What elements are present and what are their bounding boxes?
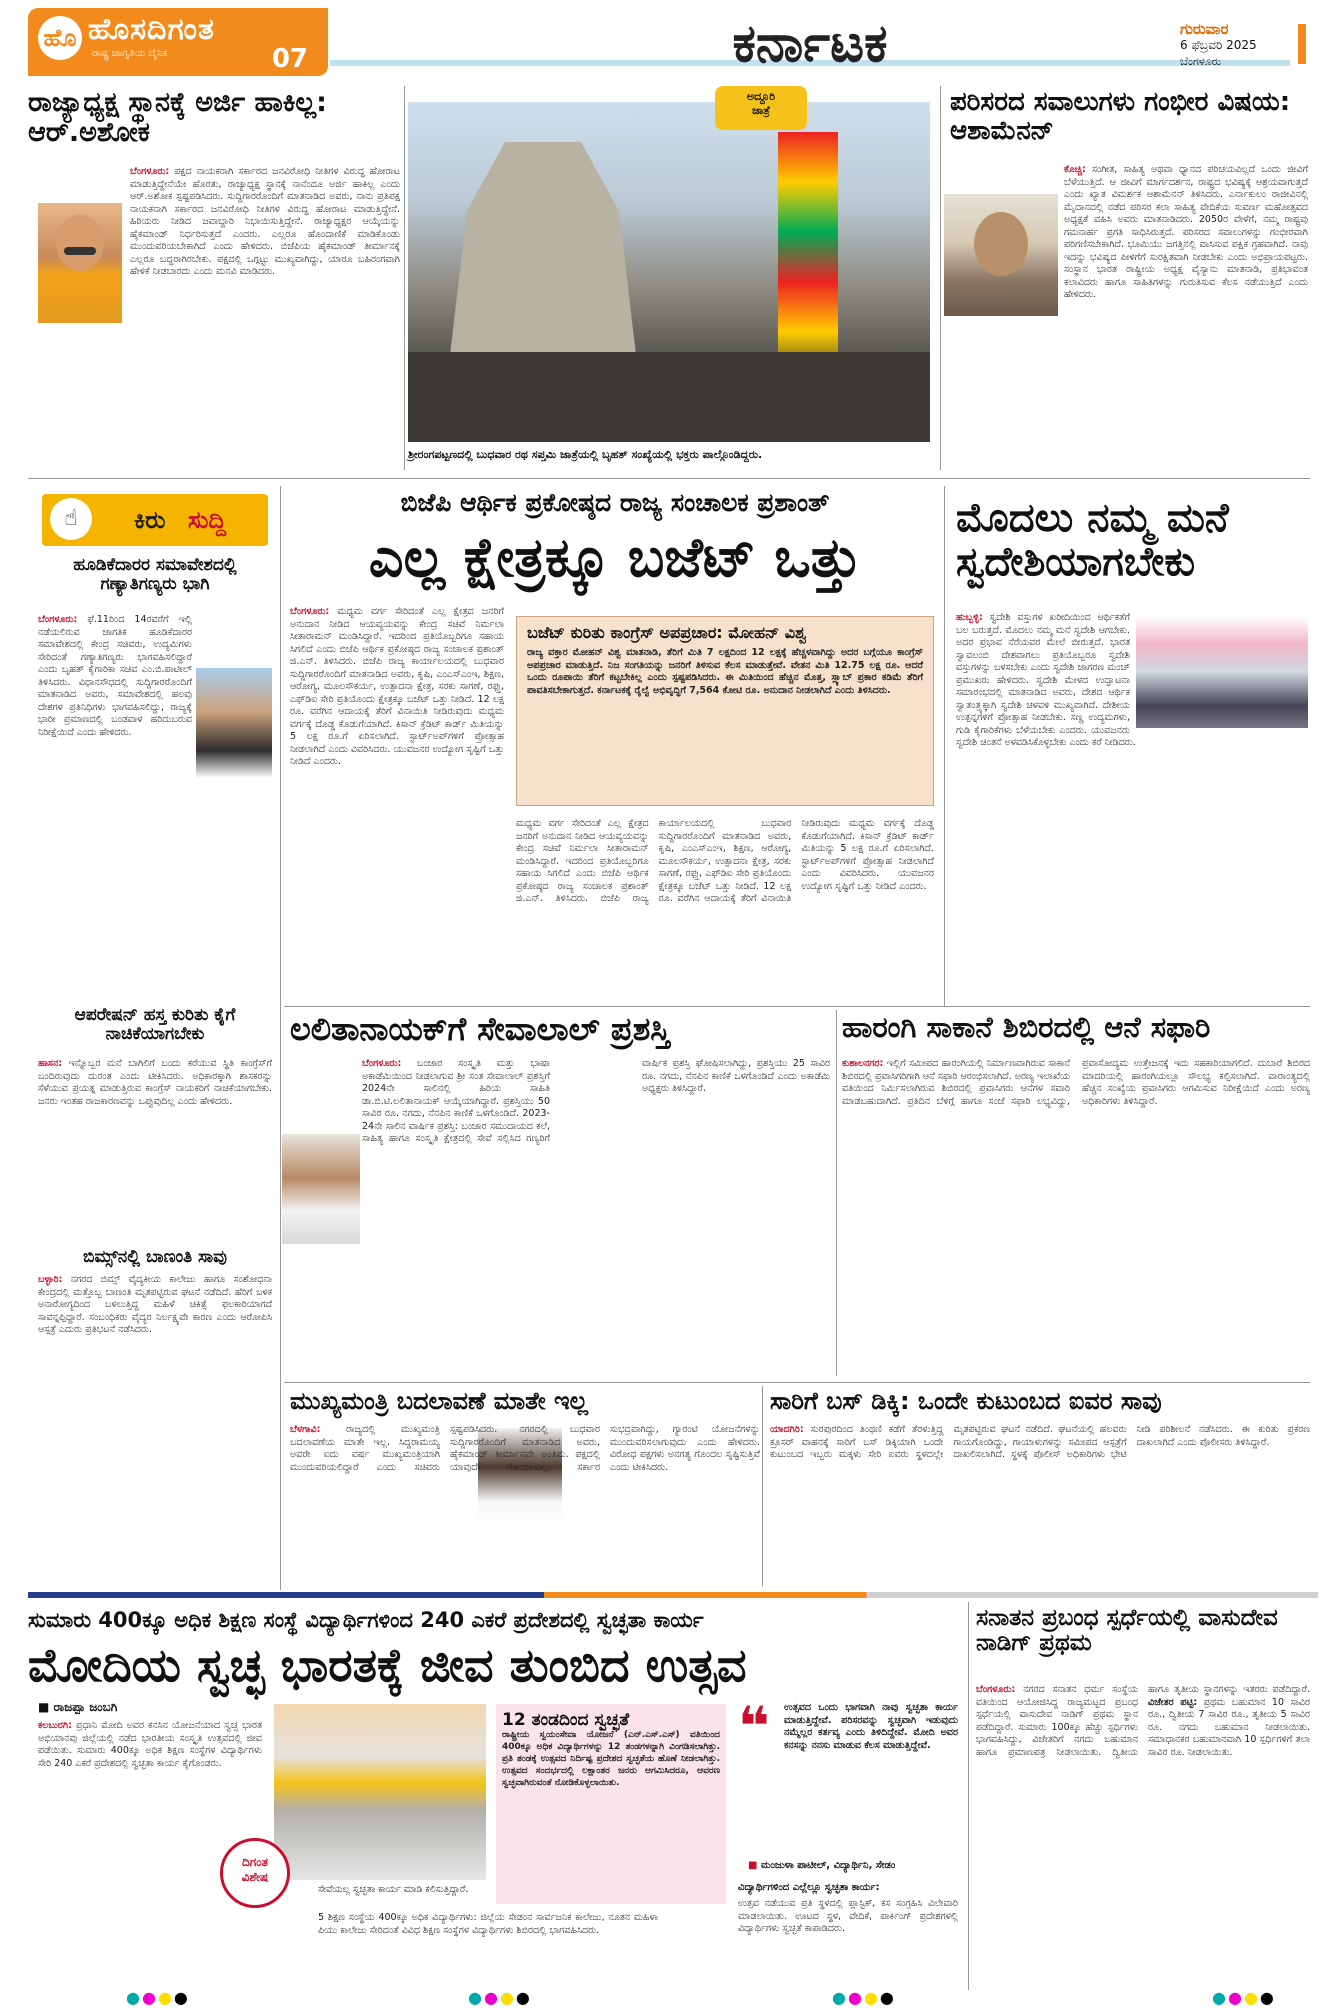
box-body: ರಾಜ್ಯ ವಕ್ತಾರ ಮೋಹನ್ ವಿಶ್ವ ಮಾತನಾಡಿ, ತೆರಿಗೆ ಮಿತಿ 7 ಲಕ್ಷದಿಂದ 12 ಲಕ್ಷಕ್ಕೆ ಹೆಚ್ಚಳವಾಗಿದ್ದು ಅದರ ಬಗ್ಗೆಯೂ ಕಾಂಗ್ರೆಸ್ ಅಪಪ್ರಚಾರ ಮಾಡುತ್ತಿದೆ. ನಿಜ ಸಂಗತಿಯನ್ನು ಜನರಿಗೆ ತಿಳಿಸುವ ಕೆಲಸ ಮಾಡುತ್ತೇವೆ. ವೇತನ ಮಿತಿ 12.75 ಲಕ್ಷ ರೂ. ಆದರೆ ಒಂದು ರೂಪಾಯಿ ತೆರಿಗೆ ಕಟ್ಟಬೇಕಿಲ್ಲ ಎಂದು ಸ್ಪಷ್ಟಪಡಿಸಿದರು. ಈ ಮಿತಿಯಿಂದ ಹೆಚ್ಚಿನ ಮೊತ್ತ, ಸ್ಲ್ಯಾಬ್ ಪ್ರಕಾರ ಕಡಿಮೆ ತೆರಿಗೆ ಪಾವತಿಸಬೇಕಾಗುತ್ತದೆ. ಕರ್ನಾಟಕಕ್ಕೆ ರೈಲ್ವೆ ಅಭಿವೃದ್ಧಿಗೆ 7,564 ಕೋಟಿ ರೂ. ಅನುದಾನ ನೀಡಲಾಗಿದೆ ಎಂದು ತಿಳಿಸಿದರು. bbox=[527, 647, 923, 696]
swachh-headline: ಮೋದಿಯ ಸ್ವಚ್ಛ ಭಾರತಕ್ಕೆ ಜೀವ ತುಂಬಿದ ಉತ್ಸವ bbox=[28, 1638, 747, 1692]
registration-marks: ●●●● bbox=[126, 1988, 190, 2007]
body2: ಉತ್ಸವ ನಡೆಯುವ ಪ್ರತಿ ಸ್ಥಳದಲ್ಲಿ ಪ್ಲಾಸ್ಟಿಕ್, ಕಸ ಸಂಗ್ರಹಿಸಿ ವಿಲೇವಾರಿ ಮಾಡಲಾಯಿತು. ಊಟದ ಸ್ಥಳ, ವೇದಿಕೆ, ಪಾರ್ಕಿಂಗ್ ಪ್ರದೇಶಗಳಲ್ಲಿ ವಿದ್ಯಾರ್ಥಿಗಳು ಸ್ವಚ್ಛತೆ ಕಾಪಾಡಿದರು. bbox=[738, 1898, 958, 1935]
lalitha-headline: ಲಲಿತಾನಾಯಕ್‌ಗೆ ಸೇವಾಲಾಲ್ ಪ್ರಶಸ್ತಿ bbox=[290, 1010, 671, 1048]
budget-headline: ಎಲ್ಲ ಕ್ಷೇತ್ರಕ್ಕೂ ಬಜೆಟ್ ಒತ್ತು bbox=[368, 526, 862, 589]
swachh-kicker: ಸುಮಾರು 400ಕ್ಕೂ ಅಧಿಕ ಶಿಕ್ಷಣ ಸಂಸ್ಥೆ ವಿದ್ಯಾರ್ಥಿಗಳಿಂದ 240 ಎಕರೆ ಪ್ರದೇಶದಲ್ಲಿ ಸ್ವಚ್ಛತಾ ಕಾರ್ಯ bbox=[28, 1608, 704, 1632]
sanatana-body: ಬೆಂಗಳೂರು: ನಗರದ ಸನಾತನ ಧರ್ಮ ಸಂಸ್ಥೆಯ ವತಿಯಿಂದ ಆಯೋಜಿಸಿದ್ದ ರಾಜ್ಯಮಟ್ಟದ ಪ್ರಬಂಧ ಸ್ಪರ್ಧೆಯಲ್ಲಿ ವಾಸುದೇವ ನಾಡಿಗ್ ಪ್ರಥಮ ಸ್ಥಾನ ಪಡೆದಿದ್ದಾರೆ. ಸುಮಾರು 100ಕ್ಕೂ ಹೆಚ್ಚು ಸ್ಪರ್ಧಿಗಳು ಭಾಗವಹಿಸಿದ್ದು, ವಿಜೇತರಿಗೆ ನಗದು ಬಹುಮಾನ ಹಾಗೂ ಪ್ರಮಾಣಪತ್ರ ನೀಡಲಾಯಿತು. ದ್ವಿತೀಯ ಹಾಗೂ ತೃತೀಯ ಸ್ಥಾನಗಳನ್ನು ಇತರರು ಪಡೆದಿದ್ದಾರೆ. ವಿಜೇತರ ಪಟ್ಟಿ: ಪ್ರಥಮ ಬಹುಮಾನ 10 ಸಾವಿರ ರೂ., ದ್ವಿತೀಯ 7 ಸಾವಿರ ರೂ., ತೃತೀಯ 5 ಸಾವಿರ ರೂ. ನಗದು ಬಹುಮಾನ ನೀಡಲಾಯಿತು. ಸಮಾಧಾನಕರ ಬಹುಮಾನವಾಗಿ 10 ಸ್ಪರ್ಧಿಗಳಿಗೆ ತಲಾ ಸಾವಿರ ರೂ. ನೀಡಲಾಯಿತು. bbox=[976, 1684, 1310, 1758]
section-divider bbox=[28, 1592, 1318, 1598]
swachh-body: ಕಲಬುರಗಿ: ಪ್ರಧಾನಿ ಮೋದಿ ಅವರ ಕನಸಿನ ಯೋಜನೆಯಾದ ಸ್ವಚ್ಛ ಭಾರತ ಅಭಿಯಾನವು ಜಿಲ್ಲೆಯಲ್ಲಿ ನಡೆದ ಭಾರತೀಯ ಸಂಸ್ಕೃತಿ ಉತ್ಸವದಲ್ಲಿ ಜೀವ ಪಡೆಯಿತು. ಸುಮಾರು 400ಕ್ಕೂ ಅಧಿಕ ಶಿಕ್ಷಣ ಸಂಸ್ಥೆಗಳ ವಿದ್ಯಾರ್ಥಿಗಳು ಸೇರಿ 240 ಎಕರೆ ಪ್ರದೇಶದಲ್ಲಿ ಸ್ವಚ್ಛತಾ ಕಾರ್ಯ ಕೈಗೊಂಡರು. bbox=[38, 1720, 262, 1769]
harangi-body: ಕುಶಾಲನಗರ: ಇಲ್ಲಿಗೆ ಸಮೀಪದ ಹಾರಂಗಿಯಲ್ಲಿ ನಿರ್ಮಾಣವಾಗಿರುವ ಸಾಕಾನೆ ಶಿಬಿರದಲ್ಲಿ ಪ್ರವಾಸಿಗರಿಗಾಗಿ ಆನೆ ಸಫಾರಿ ಆರಂಭಿಸಲಾಗಿದೆ. ಅರಣ್ಯ ಇಲಾಖೆಯ ವತಿಯಿಂದ ನಿರ್ಮಿಸಲಾಗಿರುವ ಶಿಬಿರದಲ್ಲಿ ಪ್ರವಾಸಿಗರು ಆನೆಗಳ ಸವಾರಿ ಮಾಡಬಹುದಾಗಿದೆ. ಪ್ರತಿದಿನ ಬೆಳಿಗ್ಗೆ ಹಾಗೂ ಸಂಜೆ ಸಫಾರಿ ಲಭ್ಯವಿದ್ದು, ಪ್ರವಾಸೋದ್ಯಮ ಉತ್ತೇಜನಕ್ಕೆ ಇದು ಸಹಕಾರಿಯಾಗಲಿದೆ. ದುಬಾರೆ ಶಿಬಿರದ ಮಾದರಿಯಲ್ಲಿ ಹಾರಂಗಿಯಲ್ಲೂ ಸೌಲಭ್ಯ ಕಲ್ಪಿಸಲಾಗಿದೆ. ವಾರಾಂತ್ಯದಲ್ಲಿ ಹೆಚ್ಚಿನ ಸಂಖ್ಯೆಯ ಪ್ರವಾಸಿಗರು ಆಗಮಿಸುವ ನಿರೀಕ್ಷೆಯಿದೆ ಎಂದು ಅರಣ್ಯ ಅಧಿಕಾರಿಗಳು ತಿಳಿಸಿದ್ದಾರೆ. bbox=[842, 1058, 1310, 1107]
story-body bbox=[950, 164, 1308, 464]
kiru-item-1 bbox=[38, 556, 272, 593]
story-ashoka bbox=[28, 88, 400, 147]
edition-city: ಬೆಂಗಳೂರು bbox=[1180, 55, 1222, 68]
registration-marks: ●●●● bbox=[468, 1988, 532, 2007]
swadeshi-headline: ಮೊದಲು ನಮ್ಮ ಮನೆ ಸ್ವದೇಶಿಯಾಗಬೇಕು bbox=[956, 495, 1229, 585]
event-tag: ಅದ್ದೂರಿ ಜಾತ್ರೆ bbox=[715, 86, 807, 130]
header-accent bbox=[1298, 24, 1306, 64]
registration-marks: ●●●● bbox=[1212, 1988, 1276, 2007]
budget-body-col1: ಬೆಂಗಳೂರು: ಮಧ್ಯಮ ವರ್ಗ ಸೇರಿದಂತೆ ಎಲ್ಲ ಕ್ಷೇತ್ರದ ಜನರಿಗೆ ಅನುದಾನ ನೀಡಿದ ಆಯವ್ಯಯವನ್ನು ಕೇಂದ್ರ ಸಚಿವೆ ನಿರ್ಮಲಾ ಸೀತಾರಾಮನ್ ಮಂಡಿಸಿದ್ದಾರೆ. ಇದರಿಂದ ಪ್ರತಿಯೊಬ್ಬರಿಗೂ ಸಹಾಯ ಸಿಗಲಿದೆ ಎಂದು ಬಿಜೆಪಿ ಆರ್ಥಿಕ ಪ್ರಕೋಷ್ಠದ ರಾಜ್ಯ ಸಂಚಾಲಕ ಪ್ರಶಾಂತ್ ಜಿ.ಎನ್. ತಿಳಿಸಿದರು. ಬಿಜೆಪಿ ರಾಜ್ಯ ಕಾರ್ಯಾಲಯದಲ್ಲಿ ಬುಧವಾರ ಸುದ್ದಿಗಾರರೊಂದಿಗೆ ಮಾತನಾಡಿದ ಅವರು, ಕೃಷಿ, ಎಂಎಸ್‌ಎಂಇ, ಶಿಕ್ಷಣ, ಆರೋಗ್ಯ, ಮೂಲಸೌಕರ್ಯ, ಉತ್ಪಾದನಾ ಕ್ಷೇತ್ರ, ಸರಕು ಸಾಗಣೆ, ರಫ್ತು, ಎಫ್‌ಡಿಐ ಸೇರಿ ಪ್ರತಿಯೊಂದು ಕ್ಷೇತ್ರಕ್ಕೂ ಬಜೆಟ್ ಒತ್ತು ನೀಡಿದೆ. 12 ಲಕ್ಷ ರೂ. ವರೆಗಿನ ಆದಾಯಕ್ಕೆ ತೆರಿಗೆ ವಿನಾಯಿತಿ ನೀಡಿರುವುದು ಮಧ್ಯಮ ವರ್ಗಕ್ಕೆ ದೊಡ್ಡ ಕೊಡುಗೆಯಾಗಿದೆ. ಕಿಸಾನ್ ಕ್ರೆಡಿಟ್ ಕಾರ್ಡ್ ಮಿತಿಯನ್ನು 5 ಲಕ್ಷ ರೂ.ಗೆ ಏರಿಸಲಾಗಿದೆ. ಸ್ಟಾರ್ಟ್‌ಅಪ್‌ಗಳಿಗೆ ಪ್ರೋತ್ಸಾಹ ನೀಡಲಾಗಿದೆ ಎಂದು ವಿವರಿಸಿದರು. ಯುವಜನರ ಉದ್ಯೋಗ ಸೃಷ್ಟಿಗೆ ಒತ್ತು ನೀಡಿದೆ ಎಂದರು. bbox=[290, 606, 504, 768]
harangi-headline: ಹಾರಂಗಿ ಸಾಕಾನೆ ಶಿಬಿರದಲ್ಲಿ ಆನೆ ಸಫಾರಿ bbox=[842, 1010, 1211, 1044]
masthead-logo bbox=[28, 8, 328, 76]
story-ashamenon bbox=[950, 88, 1310, 145]
swadeshi-body: ಹುಬ್ಬಳ್ಳಿ: ಸ್ವದೇಶಿ ವಸ್ತುಗಳ ಖರೀದಿಯಿಂದ ಆರ್ಥಿಕತೆಗೆ ಬಲ ಬರುತ್ತದೆ. ಮೊದಲು ನಮ್ಮ ಮನೆ ಸ್ವದೇಶಿ ಆಗಬೇಕು. ಅದರ ಪ್ರಭಾವ ನೆರೆಯವರ ಮೇಲೆ ಬೀರುತ್ತದೆ. ಭಾರತ ಸ್ವಾವಲಂಬಿ ದೇಶವಾಗಲು ಪ್ರತಿಯೊಬ್ಬರೂ ಸ್ವದೇಶಿ ವಸ್ತುಗಳನ್ನು ಬಳಸಬೇಕು ಎಂದು ಸ್ವದೇಶಿ ಜಾಗರಣ ಮಂಚ್ ಪ್ರಮುಖರು ಹೇಳಿದರು. ಸ್ವದೇಶಿ ಮೇಳದ ಉದ್ಘಾಟನಾ ಸಮಾರಂಭದಲ್ಲಿ ಮಾತನಾಡಿದ ಅವರು, ದೇಶದ ಆರ್ಥಿಕ ಸ್ವಾತಂತ್ರ್ಯಕ್ಕಾಗಿ ಸ್ವದೇಶಿ ಚಳವಳಿ ಮುಖ್ಯವಾಗಿದೆ. ದೇಶೀಯ ಉತ್ಪನ್ನಗಳಿಗೆ ಪ್ರೋತ್ಸಾಹ ನೀಡಬೇಕು. ಸಣ್ಣ ಉದ್ಯಮಗಳು, ಗುಡಿ ಕೈಗಾರಿಕೆಗಳು ಬೆಳೆಯಬೇಕು ಎಂದರು. ಯುವಜನರು ಸ್ವದೇಶಿ ಚಿಂತನೆ ಅಳವಡಿಸಿಕೊಳ್ಳಬೇಕು ಎಂದು ಕರೆ ನೀಡಿದರು. bbox=[956, 612, 1136, 749]
budget-kicker: ಬಿಜೆಪಿ ಆರ್ಥಿಕ ಪ್ರಕೋಷ್ಠದ ರಾಜ್ಯ ಸಂಚಾಲಕ ಪ್ರಶಾಂತ್ bbox=[400, 488, 830, 517]
team-box: 12 ತಂಡದಿಂದ ಸ್ವಚ್ಛತೆ ರಾಷ್ಟ್ರೀಯ ಸ್ವಯಂಸೇವಾ ಯೋಜನೆ (ಎನ್.ಎಸ್.ಎಸ್) ವತಿಯಿಂದ 400ಕ್ಕೂ ಅಧಿಕ ವಿದ್ಯಾರ್ಥಿಗಳನ್ನು 12 ತಂಡಗಳನ್ನಾಗಿ ವಿಂಗಡಿಸಲಾಗಿತ್ತು. ಪ್ರತಿ ತಂಡಕ್ಕೆ ಉತ್ಸವದ ನಿರ್ದಿಷ್ಟ ಪ್ರದೇಶದ ಸ್ವಚ್ಛತೆಯ ಹೊಣೆ ನೀಡಲಾಗಿತ್ತು. ಉತ್ಸವದ ಸಂದರ್ಭದಲ್ಲಿ ಲಕ್ಷಾಂತರ ಜನರು ಆಗಮಿಸಿದರೂ, ಆವರಣ ಸ್ವಚ್ಛವಾಗಿರುವಂತೆ ನೋಡಿಕೊಳ್ಳಲಾಯಿತು. bbox=[496, 1704, 726, 1904]
headline: ಆಪರೇಷನ್ ಹಸ್ತ ಕುರಿತು ಕೈಗೆ ನಾಚಿಕೆಯಾಗಬೇಕು bbox=[74, 1005, 236, 1044]
main-photo bbox=[408, 102, 930, 442]
dateline: ಬೆಂಗಳೂರು: bbox=[130, 166, 170, 177]
newspaper-name: ಹೊಸದಿಗಂತ bbox=[88, 12, 215, 47]
budget-sidebar-box bbox=[516, 616, 934, 806]
day: ಗುರುವಾರ bbox=[1180, 20, 1229, 38]
quote-author: ■ ಮಂಜುಳಾ ಪಾಟೀಲ್, ವಿದ್ಯಾರ್ಥಿನಿ, ಸೇಡಂ bbox=[748, 1860, 896, 1871]
newspaper-tagline: ರಾಷ್ಟ್ರ ಜಾಗೃತಿಯ ದೈನಿಕ bbox=[92, 48, 168, 59]
headline: ರಾಜ್ಯಾಧ್ಯಕ್ಷ ಸ್ಥಾನಕ್ಕೆ ಅರ್ಜಿ ಹಾಕಿಲ್ಲ: ಆರ್.ಅಶೋಕ bbox=[28, 87, 327, 148]
body-text: ಸಂಗೀತ, ಸಾಹಿತ್ಯ ಅಥವಾ ಧ್ಯಾನದ ಪರಿಚಯವಿಲ್ಲದೆ ಒಂದು ಜೀವಿಗೆ ಬೆಳೆಯುತ್ತಿದೆ. ಆ ಜೀವಿಗೆ ಮಾರ್ಗದರ್ಶನ, ರಾಷ್ಟ್ರದ ಭವಿಷ್ಯಕ್ಕೆ ಆಶ್ರಯವಾಗುತ್ತದೆ ಎಂದು ಖ್ಯಾತ ವಿಮರ್ಶಕ ಆಶಾಮೆನನ್ ತಿಳಿಸಿದರು. ಎರ್ನಾಕುಲಂ ರಾಜೀವಿನಲ್ಲಿ ಮೈದಾನದಲ್ಲಿ ನಡೆದ ಪರಿಸರ ಕಲಾ ಸಾಹಿತ್ಯ ವೇದಿಕೆಯ ಸುವರ್ಣ ಮಹೋತ್ಸವದ ಅಧ್ಯಕ್ಷತೆ ವಹಿಸಿ ಅವರು ಮಾತನಾಡಿದರು. 2050ರ ವೇಳೆಗೆ, ನಮ್ಮ ರಾಷ್ಟ್ರವು ಗಮನಾರ್ಹ ಪ್ರಗತಿ ಸಾಧಿಸಿರುತ್ತದೆ. ಪರಿಸರದ ಸವಾಲುಗಳನ್ನು ಗಂಭೀರವಾಗಿ ಪರಿಗಣಿಸಬೇಕಾಗಿದೆ. ಭೂಮಿಯು ಜಗತ್ತಿನಲ್ಲಿ ವಾಸಿಸುವ ಪಕ್ಷಿಕ ಗ್ರಹವಾಗಿದೆ. ನಾವು ಇದನ್ನು ಭವಿಷ್ಯದ ಪೀಳಿಗೆಗೆ ಸುರಕ್ಷಿತವಾಗಿ ನೀಡಬೇಕು ಎಂದು ಅಭಿಪ್ರಾಯಪಟ್ಟರು. ಸಂಸ್ಥಾನ ಭಾರತ ರಾಷ್ಟ್ರೀಯ ಅಧ್ಯಕ್ಷ ವೈಸ್ಯಾನು ಮಾತನಾಡಿ, ಪ್ರತಿಭಾವಂತ ಕಲಾವಿದರು ಹಾಗೂ ಸಾಹಿತಿಗಳನ್ನು ಗುರುತಿಸುವ ಕೆಲಸ ನಡೆಯುತ್ತಿದೆ ಎಂದು ಹೇಳಿದರು. bbox=[1064, 164, 1308, 301]
sanatana-headline: ಸನಾತನ ಪ್ರಬಂಧ ಸ್ಪರ್ಧೆಯಲ್ಲಿ ವಾಸುದೇವ ನಾಡಿಗ್ ಪ್ರಥಮ bbox=[976, 1605, 1278, 1657]
byline: ■ ರಾಜಪ್ಪಾ ಜಂಬಗಿ bbox=[38, 1700, 118, 1714]
kiru-item-3-body: ಬಳ್ಳಾರಿ: ನಗರದ ಬಿಮ್ಸ್ ವೈದ್ಯಕೀಯ ಕಾಲೇಜು ಹಾಗೂ ಸಂಶೋಧನಾ ಕೇಂದ್ರದಲ್ಲಿ ಮತ್ತೊಬ್ಬ ಬಾಣಂತಿ ಮೃತಪಟ್ಟಿರುವ ಘಟನೆ ನಡೆದಿದೆ. ಹೆರಿಗೆ ಬಳಿಕ ಅನಾರೋಗ್ಯದಿಂದ ಬಳಲುತ್ತಿದ್ದ ಮಹಿಳೆ ಚಿಕಿತ್ಸೆ ಫಲಕಾರಿಯಾಗದೆ ಸಾವನ್ನಪ್ಪಿದ್ದಾರೆ. ಸಂಬಂಧಿಕರು ವೈದ್ಯರ ನಿರ್ಲಕ್ಷ್ಯವೇ ಕಾರಣ ಎಂದು ಆರೋಪಿಸಿ ಆಸ್ಪತ್ರೆ ಎದುರು ಪ್ರತಿಭಟನೆ ನಡೆಸಿದರು. bbox=[38, 1274, 272, 1336]
bus-headline: ಸಾರಿಗೆ ಬಸ್ ಡಿಕ್ಕಿ: ಒಂದೇ ಕುಟುಂಬದ ಐವರ ಸಾವು bbox=[770, 1387, 1162, 1415]
main-photo-caption: ಶ್ರೀರಂಗಪಟ್ಟಣದಲ್ಲಿ ಬುಧವಾರ ರಥ ಸಪ್ತಮಿ ಜಾತ್ರೆಯಲ್ಲಿ ಬೃಹತ್ ಸಂಖ್ಯೆಯಲ್ಲಿ ಭಕ್ತರು ಪಾಲ್ಗೊಂಡಿದ್ದರು. bbox=[408, 448, 763, 461]
cm-headline: ಮುಖ್ಯಮಂತ್ರಿ ಬದಲಾವಣೆ ಮಾತೇ ಇಲ್ಲ bbox=[290, 1387, 589, 1415]
kirusuddi-label: ☝ ಕಿರು ಸುದ್ದಿ bbox=[42, 494, 268, 546]
bus-body: ಯಾದಗಿರಿ: ಸುರಪುರದಿಂದ ತಿಂಥಣಿ ಕಡೆಗೆ ತೆರಳುತ್ತಿದ್ದ ಕ್ರೂಸರ್ ವಾಹನಕ್ಕೆ ಸಾರಿಗೆ ಬಸ್ ಡಿಕ್ಕಿಯಾಗಿ ಒಂದೇ ಕುಟುಂಬದ ಇಬ್ಬರು ಮಕ್ಕಳು ಸೇರಿ ಐವರು ಸ್ಥಳದಲ್ಲೇ ಮೃತಪಟ್ಟಿರುವ ಘಟನೆ ನಡೆದಿದೆ. ಘಟನೆಯಲ್ಲಿ ಹಲವರು ಗಾಯಗೊಂಡಿದ್ದು, ಗಾಯಾಳುಗಳನ್ನು ಸಮೀಪದ ಆಸ್ಪತ್ರೆಗೆ ದಾಖಲಿಸಲಾಗಿದೆ. ಸ್ಥಳಕ್ಕೆ ಪೊಲೀಸ್ ಅಧಿಕಾರಿಗಳು ಭೇಟಿ ನೀಡಿ ಪರಿಶೀಲನೆ ನಡೆಸಿದರು. ಈ ಕುರಿತು ಪ್ರಕರಣ ದಾಖಲಾಗಿದೆ ಎಂದು ಪೊಲೀಸರು ತಿಳಿಸಿದ್ದಾರೆ. bbox=[770, 1424, 1310, 1461]
page-number: 07 bbox=[271, 44, 308, 74]
body-text: ಪಕ್ಷದ ನಾಯಕರಾಗಿ ಸರ್ಕಾರದ ಜನವಿರೋಧಿ ನೀತಿಗಳ ವಿರುದ್ಧ ಹೋರಾಟ ಮಾಡುತ್ತಿದ್ದೇನೆಯೇ ಹೊರತು, ರಾಜ್ಯಾಧ್ಯಕ್ಷ ಸ್ಥಾನಕ್ಕೆ ನಾನೆಂದೂ ಅರ್ಜಿ ಹಾಕಿಲ್ಲ ಎಂದು ಆರ್.ಅಶೋಕ ಸ್ಪಷ್ಟಪಡಿಸಿದರು. ಸುದ್ದಿಗಾರರೊಂದಿಗೆ ಮಾತನಾಡಿದ ಅವರು, ನಾನು ಪ್ರತಿಪಕ್ಷ ನಾಯಕನಾಗಿ ಸರ್ಕಾರದ ಜನವಿರೋಧಿ ನೀತಿಗಳ ವಿರುದ್ಧ ಹೋರಾಟ ಮಾಡುತ್ತಿದ್ದೇನೆ. ಹಿರಿಯರು ನೀಡಿದ ಜವಾಬ್ದಾರಿ ನಿಭಾಯಿಸುತ್ತಿದ್ದೇನೆ. ರಾಜ್ಯಾಧ್ಯಕ್ಷರ ಆಯ್ಕೆಯನ್ನು ಹೈಕಮಾಂಡ್ ನಿರ್ಧರಿಸುತ್ತದೆ ಎಂದರು. ಎಲ್ಲರೂ ಹೊಂದಾಣಿಕೆ ಮಾಡಿಕೊಂಡು ಮುಂದುವರಿಯಬೇಕಾಗಿದೆ ಎಂದು ಹೇಳಿದರು. ಬಿಜೆಪಿಯ ಹೈಕಮಾಂಡ್ ತೀರ್ಮಾನಕ್ಕೆ ಎಲ್ಲರೂ ಬದ್ಧರಾಗಿರಬೇಕು. ಪಕ್ಷದಲ್ಲಿ ಒಗ್ಗಟ್ಟು ಮುಖ್ಯವಾಗಿದ್ದು, ಯಾರೂ ಬಹಿರಂಗವಾಗಿ ಹೇಳಿಕೆ ನೀಡಬಾರದು ಎಂದು ಮನವಿ ಮಾಡಿದರು. bbox=[130, 166, 400, 278]
box-title: ಬಜೆಟ್ ಕುರಿತು ಕಾಂಗ್ರೆಸ್ ಅಪಪ್ರಚಾರ: ಮೋಹನ್ ವಿಶ್ವ bbox=[527, 623, 807, 642]
kiru-item-2-body: ಹಾಸನ: ಇನ್ನೊಬ್ಬರ ಮನೆ ಬಾಗಿಲಿಗೆ ಬಂದು ಕರೆಯುವ ಸ್ಥಿತಿ ಕಾಂಗ್ರೆಸ್‌ಗೆ ಬಂದಿರುವುದು ದುರಂತ ಎಂದು ಟೀಕಿಸಿದರು. ಅಧಿಕಾರಕ್ಕಾಗಿ ಶಾಸಕರನ್ನು ಸೆಳೆಯುವ ಪ್ರಯತ್ನ ಮಾಡುತ್ತಿರುವ ಕಾಂಗ್ರೆಸ್ ನಾಯಕರಿಗೆ ನಾಚಿಕೆಯಾಗಬೇಕು. ಜನರು ಇಂತಹ ರಾಜಕಾರಣವನ್ನು ಒಪ್ಪುವುದಿಲ್ಲ ಎಂದು ಹೇಳಿದರು. bbox=[38, 1058, 272, 1107]
date: 6 ಫೆಬ್ರವರಿ 2025 bbox=[1180, 38, 1257, 52]
student-quote: ಉತ್ಸವದ ಒಂದು ಭಾಗವಾಗಿ ನಾವು ಸ್ವಚ್ಛತಾ ಕಾರ್ಯ ಮಾಡುತ್ತಿದ್ದೇವೆ. ಪರಿಸರವನ್ನು ಸ್ವಚ್ಛವಾಗಿ ಇಡುವುದು ನಮ್ಮೆಲ್ಲರ ಕರ್ತವ್ಯ ಎಂದು ತಿಳಿದಿದ್ದೇವೆ. ಮೋದಿ ಅವರ ಕನಸನ್ನು ನನಸು ಮಾಡುವ ಕೆಲಸ ಮಾಡುತ್ತಿದ್ದೇವೆ. bbox=[784, 1702, 958, 1751]
dateline: ಕೊಚ್ಚಿ: bbox=[1064, 164, 1086, 175]
kiru-item-3 bbox=[38, 1248, 272, 1267]
registration-marks: ●●●● bbox=[832, 1988, 896, 2007]
kiru-item-2 bbox=[38, 1006, 272, 1043]
swachh-photo-caption-body: 5 ಶಿಕ್ಷಣ ಸಂಸ್ಥೆಯ 400ಕ್ಕೂ ಅಧಿಕ ವಿದ್ಯಾರ್ಥಿಗಳು: ಜಿಲ್ಲೆಯ ಸೇಡಂನ ಸಾರ್ವಜನಿಕ ಕಾಲೇಜು, ನೂತನ ಮಹಿಳಾ ಪಿಯು ಕಾಲೇಜು ಸೇರಿದಂತೆ ವಿವಿಧ ಶಿಕ್ಷಣ ಸಂಸ್ಥೆಗಳ ವಿದ್ಯಾರ್ಥಿಗಳು ಶಿಬಿರದಲ್ಲಿ ಭಾಗವಹಿಸಿದರು. bbox=[318, 1912, 658, 1936]
section-title: ಕರ್ನಾಟಕ bbox=[732, 14, 888, 74]
budget-body-col2: ಮಧ್ಯಮ ವರ್ಗ ಸೇರಿದಂತೆ ಎಲ್ಲ ಕ್ಷೇತ್ರದ ಜನರಿಗೆ ಅನುದಾನ ನೀಡಿದ ಆಯವ್ಯಯವನ್ನು ಕೇಂದ್ರ ಸಚಿವೆ ನಿರ್ಮಲಾ ಸೀತಾರಾಮನ್ ಮಂಡಿಸಿದ್ದಾರೆ. ಇದರಿಂದ ಪ್ರತಿಯೊಬ್ಬರಿಗೂ ಸಹಾಯ ಸಿಗಲಿದೆ ಎಂದು ಬಿಜೆಪಿ ಆರ್ಥಿಕ ಪ್ರಕೋಷ್ಠದ ರಾಜ್ಯ ಸಂಚಾಲಕ ಪ್ರಶಾಂತ್ ಜಿ.ಎನ್. ತಿಳಿಸಿದರು. ಬಿಜೆಪಿ ರಾಜ್ಯ ಕಾರ್ಯಾಲಯದಲ್ಲಿ ಬುಧವಾರ ಸುದ್ದಿಗಾರರೊಂದಿಗೆ ಮಾತನಾಡಿದ ಅವರು, ಕೃಷಿ, ಎಂಎಸ್‌ಎಂಇ, ಶಿಕ್ಷಣ, ಆರೋಗ್ಯ, ಮೂಲಸೌಕರ್ಯ, ಉತ್ಪಾದನಾ ಕ್ಷೇತ್ರ, ಸರಕು ಸಾಗಣೆ, ರಫ್ತು, ಎಫ್‌ಡಿಐ ಸೇರಿ ಪ್ರತಿಯೊಂದು ಕ್ಷೇತ್ರಕ್ಕೂ ಬಜೆಟ್ ಒತ್ತು ನೀಡಿದೆ. 12 ಲಕ್ಷ ರೂ. ವರೆಗಿನ ಆದಾಯಕ್ಕೆ ತೆರಿಗೆ ವಿನಾಯಿತಿ ನೀಡಿರುವುದು ಮಧ್ಯಮ ವರ್ಗಕ್ಕೆ ದೊಡ್ಡ ಕೊಡುಗೆಯಾಗಿದೆ. ಕಿಸಾನ್ ಕ್ರೆಡಿಟ್ ಕಾರ್ಡ್ ಮಿತಿಯನ್ನು 5 ಲಕ್ಷ ರೂ.ಗೆ ಏರಿಸಲಾಗಿದೆ. ಸ್ಟಾರ್ಟ್‌ಅಪ್‌ಗಳಿಗೆ ಪ್ರೋತ್ಸಾಹ ನೀಡಲಾಗಿದೆ ಎಂದು ವಿವರಿಸಿದರು. ಯುವಜನರ ಉದ್ಯೋಗ ಸೃಷ್ಟಿಗೆ ಒತ್ತು ನೀಡಿದೆ ಎಂದರು. bbox=[516, 818, 934, 905]
swachh-photo bbox=[274, 1704, 486, 1880]
digantha-vishesha-seal: ದಿಗಂತ ವಿಶೇಷ bbox=[220, 1838, 290, 1908]
swachh-photo-caption-title: ಸೇವೆಯಲ್ಲ ಸ್ವಚ್ಛತಾ ಕಾರ್ಯ ಮಾಡಿ ಕಲಿಸುತ್ತಿದ್ದಾರೆ. bbox=[318, 1884, 469, 1895]
story-body bbox=[42, 166, 400, 471]
logo-emblem-icon: ಹೊ bbox=[38, 16, 82, 60]
quote-icon: ❝ bbox=[738, 1695, 770, 1758]
cm-body: ಬೆಳಗಾವಿ: ರಾಜ್ಯದಲ್ಲಿ ಮುಖ್ಯಮಂತ್ರಿ ಬದಲಾವಣೆಯ ಮಾತೇ ಇಲ್ಲ. ಸಿದ್ದರಾಮಯ್ಯ ಅವರೇ ಐದು ವರ್ಷ ಮುಖ್ಯಮಂತ್ರಿಯಾಗಿ ಮುಂದುವರಿಯಲಿದ್ದಾರೆ ಎಂದು ಸಚಿವರು ಸ್ಪಷ್ಟಪಡಿಸಿದರು. ನಗರದಲ್ಲಿ ಬುಧವಾರ ಸುದ್ದಿಗಾರರೊಂದಿಗೆ ಮಾತನಾಡಿದ ಅವರು, ಹೈಕಮಾಂಡ್ ತೀರ್ಮಾನವೇ ಅಂತಿಮ. ಪಕ್ಷದಲ್ಲಿ ಯಾವುದೇ ಗೊಂದಲವಿಲ್ಲ. ಸರ್ಕಾರ ಸುಭದ್ರವಾಗಿದ್ದು, ಗ್ಯಾರಂಟಿ ಯೋಜನೆಗಳನ್ನು ಮುಂದುವರಿಸಲಾಗುವುದು ಎಂದು ಹೇಳಿದರು. ವಿರೋಧ ಪಕ್ಷಗಳು ಅನಗತ್ಯ ಗೊಂದಲ ಸೃಷ್ಟಿಸುತ್ತಿವೆ ಎಂದು ಟೀಕಿಸಿದರು. bbox=[290, 1424, 760, 1473]
lalitha-body: ಬೆಂಗಳೂರು: ಬಂಜಾರ ಸಂಸ್ಕೃತಿ ಮತ್ತು ಭಾಷಾ ಅಕಾಡೆಮಿಯಿಂದ ನೀಡಲಾಗುವ ಶ್ರೀ ಸಂತ ಸೇವಾಲಾಲ್ ಪ್ರಶಸ್ತಿಗೆ 2024ನೇ ಸಾಲಿನಲ್ಲಿ ಹಿರಿಯ ಸಾಹಿತಿ ಡಾ.ಬಿ.ಟಿ.ಲಲಿತಾನಾಯಕ್ ಆಯ್ಕೆಯಾಗಿದ್ದಾರೆ. ಪ್ರಶಸ್ತಿಯು 50 ಸಾವಿರ ರೂ. ನಗದು, ನೆನಪಿನ ಕಾಣಿಕೆ ಒಳಗೊಂಡಿದೆ. 2023-24ನೇ ಸಾಲಿನ ವಾರ್ಷಿಕ ಪ್ರಶಸ್ತಿ: ಬಂಜಾರ ಸಮುದಾಯದ ಕಲೆ, ಸಾಹಿತ್ಯ ಹಾಗೂ ಸಂಸ್ಕೃತಿ ಕ್ಷೇತ್ರದಲ್ಲಿ ಸೇವೆ ಸಲ್ಲಿಸಿದ ಗಣ್ಯರಿಗೆ ವಾರ್ಷಿಕ ಪ್ರಶಸ್ತಿ ಘೋಷಿಸಲಾಗಿದ್ದು, ಪ್ರಶಸ್ತಿಯು 25 ಸಾವಿರ ರೂ. ನಗದು, ನೆನಪಿನ ಕಾಣಿಕೆ ಒಳಗೊಂಡಿದೆ ಎಂದು ಅಕಾಡೆಮಿ ಅಧ್ಯಕ್ಷರು ತಿಳಿಸಿದ್ದಾರೆ. bbox=[362, 1058, 830, 1145]
kiru-item-1-body: ಬೆಂಗಳೂರು: ಫೆ.11ರಿಂದ 14ರವರೆಗೆ ಇಲ್ಲಿ ನಡೆಯಲಿರುವ ಜಾಗತಿಕ ಹೂಡಿಕೆದಾರರ ಸಮಾವೇಶದಲ್ಲಿ ಕೇಂದ್ರ ಸಚಿವರು, ಉದ್ಯಮಿಗಳು ಸೇರಿದಂತೆ ಗಣ್ಯಾತಿಗಣ್ಯರು ಭಾಗವಹಿಸಲಿದ್ದಾರೆ ಎಂದು ಬೃಹತ್ ಕೈಗಾರಿಕಾ ಸಚಿವ ಎಂ.ಬಿ.ಪಾಟೀಲ್ ತಿಳಿಸಿದರು. ವಿಧಾನಸೌಧದಲ್ಲಿ ಸುದ್ದಿಗಾರರೊಂದಿಗೆ ಮಾತನಾಡಿದ ಅವರು, ಸಮಾವೇಶದಲ್ಲಿ ಹಲವು ದೇಶಗಳ ಪ್ರತಿನಿಧಿಗಳು ಭಾಗವಹಿಸಲಿದ್ದು, ರಾಜ್ಯಕ್ಕೆ ಭಾರೀ ಪ್ರಮಾಣದಲ್ಲಿ ಬಂಡವಾಳ ಹರಿದುಬರುವ ನಿರೀಕ್ಷೆಯಿದೆ ಎಂದು ಹೇಳಿದರು. bbox=[38, 614, 192, 738]
headline: ಪರಿಸರದ ಸವಾಲುಗಳು ಗಂಭೀರ ವಿಷಯ: ಆಶಾಮೆನನ್ bbox=[950, 87, 1291, 146]
pointing-hand-icon: ☝ bbox=[50, 498, 92, 540]
headline: ಹೂಡಿಕೆದಾರರ ಸಮಾವೇಶದಲ್ಲಿ ಗಣ್ಯಾತಿಗಣ್ಯರು ಭಾಗಿ bbox=[73, 555, 237, 594]
body2-title: ವಿದ್ಯಾರ್ಥಿಗಳಿಂದ ಎಲ್ಲೆಲ್ಲೂ ಸ್ವಚ್ಛತಾ ಕಾರ್ಯ: bbox=[738, 1882, 880, 1893]
headline: ಬಿಮ್ಸ್‌ನಲ್ಲಿ ಬಾಣಂತಿ ಸಾವು bbox=[83, 1247, 227, 1267]
